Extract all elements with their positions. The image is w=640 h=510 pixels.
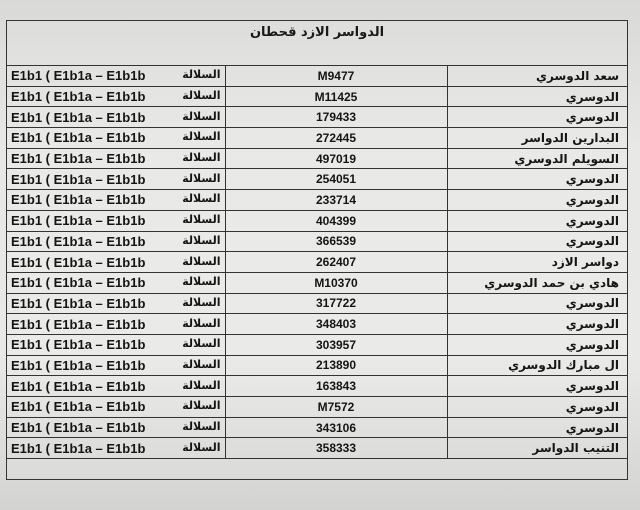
table-row [7, 190, 627, 211]
haplogroup-label: السلالة [182, 420, 221, 434]
haplogroup-label: السلالة [182, 295, 221, 309]
haplogroup-wrap [11, 317, 221, 332]
haplogroup-wrap [11, 441, 221, 456]
haplogroup-label: السلالة [182, 440, 221, 454]
name-cell: سعد الدوسري [447, 66, 627, 87]
haplogroup-wrap [11, 130, 221, 145]
haplogroup-cell [7, 397, 225, 418]
kit-id-cell: 272445 [225, 128, 447, 149]
haplogroup-cell [7, 376, 225, 397]
kit-id-cell: 343106 [225, 417, 447, 438]
kit-id-cell: 179433 [225, 107, 447, 128]
name-cell: الدوسري [447, 107, 627, 128]
table-row [7, 397, 627, 418]
haplogroup-wrap [11, 275, 221, 290]
name-cell: الدوسري [447, 334, 627, 355]
haplogroup-cell [7, 66, 225, 87]
haplogroup-code: E1b1 ( E1b1a – E1b1b [11, 337, 146, 353]
name-cell: السويلم الدوسري [447, 148, 627, 169]
haplogroup-label: السلالة [182, 233, 221, 247]
kit-id-cell: M10370 [225, 272, 447, 293]
haplogroup-code: E1b1 ( E1b1a – E1b1b [11, 440, 146, 456]
haplogroup-wrap [11, 420, 221, 435]
results-table [7, 65, 627, 459]
haplogroup-label: السلالة [182, 399, 221, 413]
haplogroup-code: E1b1 ( E1b1a – E1b1b [11, 192, 146, 208]
table-row [7, 128, 627, 149]
haplogroup-code: E1b1 ( E1b1a – E1b1b [11, 378, 146, 394]
name-cell: ال مبارك الدوسري [447, 355, 627, 376]
haplogroup-wrap [11, 296, 221, 311]
table-row [7, 252, 627, 273]
haplogroup-code: E1b1 ( E1b1a – E1b1b [11, 130, 146, 146]
kit-id-cell: 404399 [225, 210, 447, 231]
kit-id-cell: 262407 [225, 252, 447, 273]
name-cell: دواسر الازد [447, 252, 627, 273]
haplogroup-label: السلالة [182, 171, 221, 185]
haplogroup-cell [7, 86, 225, 107]
haplogroup-cell [7, 355, 225, 376]
haplogroup-wrap [11, 234, 221, 249]
haplogroup-code: E1b1 ( E1b1a – E1b1b [11, 275, 146, 291]
name-cell: الدوسري [447, 397, 627, 418]
table-row [7, 417, 627, 438]
table-row [7, 231, 627, 252]
haplogroup-code: E1b1 ( E1b1a – E1b1b [11, 109, 146, 125]
haplogroup-code: E1b1 ( E1b1a – E1b1b [11, 420, 146, 436]
name-cell: الدوسري [447, 169, 627, 190]
kit-id-cell: 358333 [225, 438, 447, 459]
haplogroup-label: السلالة [182, 275, 221, 289]
kit-id-cell: 366539 [225, 231, 447, 252]
haplogroup-cell [7, 148, 225, 169]
haplogroup-wrap [11, 358, 221, 373]
haplogroup-cell [7, 417, 225, 438]
haplogroup-code: E1b1 ( E1b1a – E1b1b [11, 357, 146, 373]
haplogroup-code: E1b1 ( E1b1a – E1b1b [11, 399, 146, 415]
name-cell: الدوسري [447, 293, 627, 314]
kit-id-cell: 213890 [225, 355, 447, 376]
kit-id-cell: 348403 [225, 314, 447, 335]
haplogroup-wrap [11, 379, 221, 394]
haplogroup-code: E1b1 ( E1b1a – E1b1b [11, 151, 146, 167]
haplogroup-label: السلالة [182, 89, 221, 103]
haplogroup-wrap [11, 192, 221, 207]
name-cell: الدوسري [447, 190, 627, 211]
haplogroup-cell [7, 334, 225, 355]
kit-id-cell: M9477 [225, 66, 447, 87]
kit-id-cell: M11425 [225, 86, 447, 107]
table-row [7, 272, 627, 293]
table-row [7, 66, 627, 87]
haplogroup-code: E1b1 ( E1b1a – E1b1b [11, 89, 146, 105]
name-cell: الدوسري [447, 231, 627, 252]
haplogroup-wrap [11, 255, 221, 270]
haplogroup-label: السلالة [182, 316, 221, 330]
kit-id-cell: 233714 [225, 190, 447, 211]
haplogroup-label: السلالة [182, 109, 221, 123]
haplogroup-wrap [11, 89, 221, 104]
table-row [7, 169, 627, 190]
haplogroup-cell [7, 128, 225, 149]
kit-id-cell: 303957 [225, 334, 447, 355]
haplogroup-cell [7, 252, 225, 273]
haplogroup-cell [7, 272, 225, 293]
haplogroup-wrap [11, 68, 221, 83]
haplogroup-code: E1b1 ( E1b1a – E1b1b [11, 233, 146, 249]
haplogroup-wrap [11, 172, 221, 187]
name-cell: البدارين الدواسر [447, 128, 627, 149]
name-cell: الدوسري [447, 417, 627, 438]
table-body [7, 66, 627, 459]
table-row [7, 293, 627, 314]
haplogroup-label: السلالة [182, 68, 221, 82]
haplogroup-wrap [11, 151, 221, 166]
haplogroup-cell [7, 293, 225, 314]
name-cell: الدوسري [447, 376, 627, 397]
haplogroup-code: E1b1 ( E1b1a – E1b1b [11, 68, 146, 84]
haplogroup-label: السلالة [182, 337, 221, 351]
kit-id-cell: 254051 [225, 169, 447, 190]
haplogroup-cell [7, 210, 225, 231]
haplogroup-label: السلالة [182, 378, 221, 392]
haplogroup-label: السلالة [182, 357, 221, 371]
haplogroup-label: السلالة [182, 254, 221, 268]
name-cell: الدوسري [447, 314, 627, 335]
haplogroup-wrap [11, 213, 221, 228]
haplogroup-cell [7, 438, 225, 459]
haplogroup-label: السلالة [182, 192, 221, 206]
haplogroup-code: E1b1 ( E1b1a – E1b1b [11, 316, 146, 332]
haplogroup-cell [7, 231, 225, 252]
table-row [7, 376, 627, 397]
name-cell: هادي بن حمد الدوسري [447, 272, 627, 293]
name-cell: الدوسري [447, 210, 627, 231]
table-row [7, 210, 627, 231]
document-title: الدواسر الازد قحطان [7, 21, 627, 66]
table-row [7, 334, 627, 355]
table-row [7, 355, 627, 376]
table-row [7, 314, 627, 335]
table-row [7, 148, 627, 169]
table-row [7, 107, 627, 128]
haplogroup-label: السلالة [182, 130, 221, 144]
name-cell: التنيب الدواسر [447, 438, 627, 459]
haplogroup-cell [7, 169, 225, 190]
kit-id-cell: 317722 [225, 293, 447, 314]
haplogroup-label: السلالة [182, 213, 221, 227]
table-row [7, 438, 627, 459]
haplogroup-code: E1b1 ( E1b1a – E1b1b [11, 171, 146, 187]
haplogroup-cell [7, 107, 225, 128]
haplogroup-code: E1b1 ( E1b1a – E1b1b [11, 213, 146, 229]
table-row [7, 86, 627, 107]
haplogroup-code: E1b1 ( E1b1a – E1b1b [11, 295, 146, 311]
haplogroup-wrap [11, 110, 221, 125]
haplogroup-cell [7, 314, 225, 335]
document-sheet [6, 20, 628, 480]
haplogroup-wrap [11, 399, 221, 414]
kit-id-cell: 497019 [225, 148, 447, 169]
name-cell: الدوسري [447, 86, 627, 107]
kit-id-cell: M7572 [225, 397, 447, 418]
haplogroup-cell [7, 190, 225, 211]
haplogroup-label: السلالة [182, 151, 221, 165]
haplogroup-code: E1b1 ( E1b1a – E1b1b [11, 254, 146, 270]
haplogroup-wrap [11, 337, 221, 352]
kit-id-cell: 163843 [225, 376, 447, 397]
